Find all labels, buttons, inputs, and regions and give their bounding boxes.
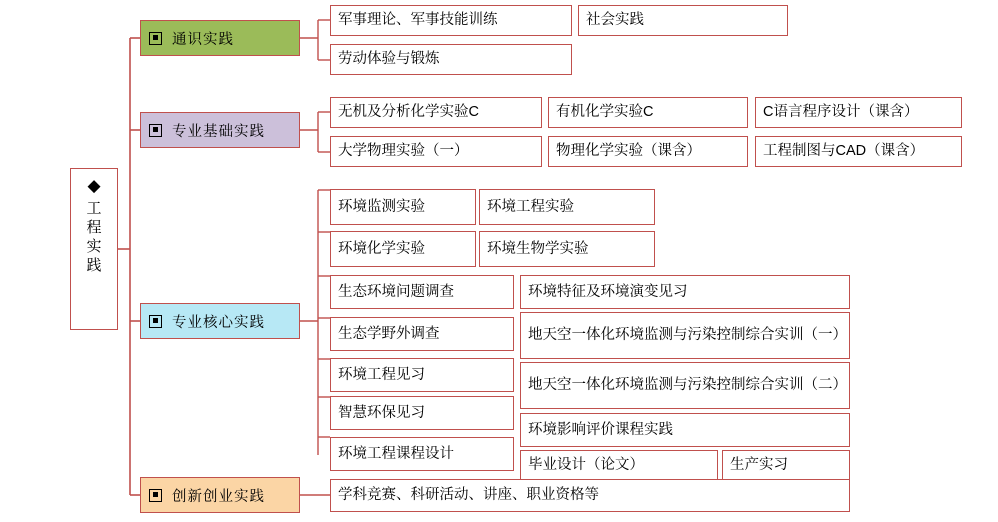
leaf-label: 智慧环保见习 [338, 404, 425, 421]
leaf-item[interactable] [330, 396, 514, 430]
category-innovation-entrepreneurship-practice[interactable] [140, 477, 300, 513]
leaf-label: 环境工程课程设计 [338, 445, 454, 462]
leaf-item[interactable] [330, 231, 476, 267]
leaf-label: 环境监测实验 [338, 198, 425, 215]
leaf-label: 生态学野外调查 [338, 325, 440, 342]
leaf-label: 有机化学实验C [556, 104, 654, 120]
leaf-item[interactable] [330, 358, 514, 392]
leaf-label: 地天空一体化环境监测与污染控制综合实训（二） [528, 377, 847, 393]
leaf-item[interactable] [755, 136, 962, 167]
category-professional-basic-practice[interactable] [140, 112, 300, 148]
leaf-item[interactable] [520, 312, 850, 359]
leaf-label: 环境化学实验 [338, 240, 425, 257]
leaf-label: 环境影响评价课程实践 [528, 421, 673, 438]
root-label-char-3: 实 [86, 238, 102, 255]
category-professional-core-practice[interactable] [140, 303, 300, 339]
root-label-char-4: 践 [86, 257, 102, 274]
root-label-char-1: 工 [86, 200, 102, 217]
leaf-item[interactable] [330, 479, 850, 512]
leaf-label: 军事理论、军事技能训练 [338, 12, 498, 28]
leaf-item[interactable] [548, 97, 748, 128]
category-label: 创新创业实践 [172, 488, 265, 505]
leaf-item[interactable] [330, 44, 572, 75]
leaf-label: C语言程序设计（课含） [763, 104, 919, 120]
leaf-item[interactable] [520, 275, 850, 309]
leaf-label: 无机及分析化学实验C [338, 104, 479, 120]
leaf-item[interactable] [330, 437, 514, 471]
leaf-item[interactable] [520, 413, 850, 447]
leaf-item[interactable] [479, 231, 655, 267]
square-bullet-icon [149, 315, 162, 328]
square-bullet-icon [149, 32, 162, 45]
category-general-practice[interactable] [140, 20, 300, 56]
root-node [70, 168, 118, 330]
leaf-item[interactable] [330, 97, 542, 128]
leaf-item[interactable] [520, 362, 850, 409]
root-label [71, 199, 117, 275]
leaf-label: 社会实践 [586, 12, 644, 28]
leaf-item[interactable] [548, 136, 748, 167]
leaf-item[interactable] [330, 275, 514, 309]
leaf-label: 地天空一体化环境监测与污染控制综合实训（一） [528, 327, 847, 343]
category-label: 专业核心实践 [172, 314, 265, 331]
leaf-label: 学科竞赛、科研活动、讲座、职业资格等 [338, 487, 599, 503]
category-label: 通识实践 [172, 31, 234, 48]
leaf-item[interactable] [755, 97, 962, 128]
leaf-item[interactable] [330, 136, 542, 167]
leaf-item[interactable] [520, 450, 718, 480]
category-label: 专业基础实践 [172, 123, 265, 140]
leaf-label: 劳动体验与锻炼 [338, 51, 440, 67]
leaf-label: 生态环境问题调查 [338, 283, 454, 300]
root-label-char-2: 程 [86, 219, 102, 236]
leaf-label: 毕业设计（论文） [528, 456, 644, 473]
leaf-item[interactable] [479, 189, 655, 225]
leaf-item[interactable] [330, 317, 514, 351]
leaf-label: 环境特征及环境演变见习 [528, 283, 688, 300]
leaf-label: 工程制图与CAD（课含） [763, 143, 925, 159]
leaf-label: 环境工程实验 [487, 198, 574, 215]
leaf-item[interactable] [722, 450, 850, 480]
leaf-label: 生产实习 [730, 456, 788, 473]
leaf-label: 大学物理实验（一） [338, 143, 469, 159]
leaf-label: 环境工程见习 [338, 366, 425, 383]
leaf-label: 物理化学实验（课含） [556, 143, 701, 159]
square-bullet-icon [149, 124, 162, 137]
leaf-item[interactable] [578, 5, 788, 36]
square-bullet-icon [149, 489, 162, 502]
diamond-icon: ◆ [87, 176, 101, 195]
leaf-item[interactable] [330, 5, 572, 36]
leaf-item[interactable] [330, 189, 476, 225]
leaf-label: 环境生物学实验 [487, 240, 589, 257]
